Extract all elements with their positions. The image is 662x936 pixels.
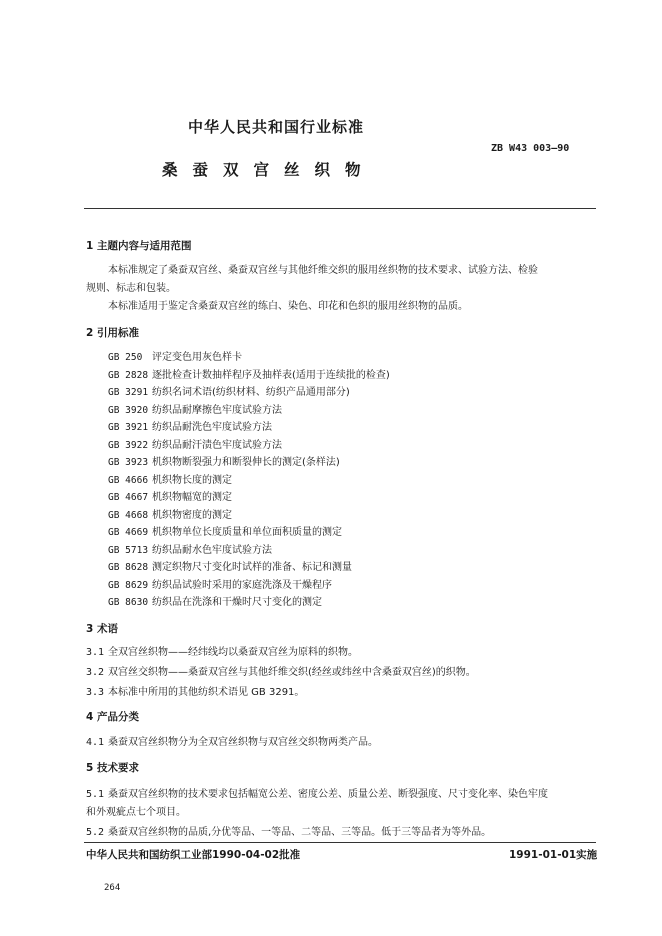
reference-code: GB 4666 <box>108 474 149 486</box>
reference-list <box>108 348 390 611</box>
reference-code: GB 8630 <box>108 597 149 608</box>
reference-title: 机织物长度的测定 <box>152 474 232 486</box>
reference-title: 机织物幅宽的测定 <box>152 492 232 503</box>
reference-title: 纺织品耐洗色牢度试验方法 <box>152 422 272 433</box>
term-number: 3.1 <box>86 647 105 658</box>
header-divider <box>84 208 596 209</box>
term-number: 3.3 <box>86 687 105 698</box>
term-number: 3.2 <box>86 667 105 678</box>
clause-number: 4.1 <box>86 737 105 748</box>
requirement-continuation: 和外观疵点七个项目。 <box>86 807 186 818</box>
reference-item <box>108 576 390 594</box>
reference-code: GB 5713 <box>108 544 149 556</box>
page-number: 264 <box>104 883 121 893</box>
term-text: 双宫丝交织物——桑蚕双宫丝与其他纤维交织(经丝或纬丝中含桑蚕双宫丝)的织物。 <box>108 667 476 678</box>
clause-number: 5.1 <box>86 789 105 800</box>
term-item <box>86 663 476 678</box>
clause-number: 5.2 <box>86 827 105 838</box>
section-1-para-1b: 规则、标志和包装。 <box>86 283 176 294</box>
section-2-heading: 2 引用标准 <box>86 327 139 339</box>
term-item <box>86 643 358 658</box>
term-item <box>86 683 304 698</box>
reference-code: GB 8628 <box>108 562 149 573</box>
reference-code: GB 3920 <box>108 404 149 416</box>
reference-code: GB 250 <box>108 352 143 363</box>
clause-text: 桑蚕双宫丝织物的品质,分优等品、一等品、二等品、三等品。低于三等品者为等外品。 <box>108 827 492 838</box>
reference-item <box>108 523 390 541</box>
reference-item <box>108 453 390 471</box>
reference-title: 机织物断裂强力和断裂伸长的测定(条样法) <box>152 457 340 468</box>
reference-title: 纺织品在洗涤和干燥时尺寸变化的测定 <box>152 597 322 608</box>
reference-code: GB 2828 <box>108 369 149 381</box>
reference-title: 机织物密度的测定 <box>152 509 232 521</box>
term-text: 本标准中所用的其他纺织术语见 GB 3291。 <box>108 687 305 698</box>
section-1-para-2: 本标准适用于鉴定含桑蚕双宫丝的练白、染色、印花和色织的服用丝织物的品质。 <box>108 301 468 312</box>
reference-title: 纺织品试验时采用的家庭洗涤及干燥程序 <box>152 579 332 591</box>
section-3-heading: 3 术语 <box>86 623 118 635</box>
reference-item <box>108 348 390 366</box>
section-1-para-1a: 本标准规定了桑蚕双宫丝、桑蚕双宫丝与其他纤维交织的服用丝织物的技术要求、试验方法、检验 <box>108 265 538 276</box>
clause-text: 桑蚕双宫丝织物分为全双宫丝织物与双宫丝交织物两类产品。 <box>108 737 378 748</box>
reference-code: GB 3921 <box>108 422 149 433</box>
clause-text: 桑蚕双宫丝织物的技术要求包括幅宽公差、密度公差、质量公差、断裂强度、尺寸变化率、染色牢度 <box>108 789 548 800</box>
reference-title: 纺织名词术语(纺织材料、纺织产品通用部分) <box>152 387 350 398</box>
reference-code: GB 4668 <box>108 509 149 521</box>
reference-item <box>108 436 390 454</box>
effective-date: 1991-01-01实施 <box>509 849 598 861</box>
reference-item <box>108 558 390 576</box>
reference-item <box>108 401 390 419</box>
reference-code: GB 3923 <box>108 457 149 468</box>
standard-code: ZB W43 003—90 <box>491 143 570 154</box>
section-4-heading: 4 产品分类 <box>86 711 139 723</box>
footer-divider <box>84 842 596 843</box>
reference-item <box>108 471 390 489</box>
reference-title: 机织物单位长度质量和单位面积质量的测定 <box>152 527 342 538</box>
reference-code: GB 8629 <box>108 579 149 591</box>
reference-title: 纺织品耐汗渍色牢度试验方法 <box>152 439 282 451</box>
reference-code: GB 3291 <box>108 387 149 398</box>
section-1-heading: 1 主题内容与适用范围 <box>86 240 192 252</box>
reference-item <box>108 541 390 559</box>
reference-code: GB 4667 <box>108 492 149 503</box>
term-text: 全双宫丝织物——经纬线均以桑蚕双宫丝为原料的织物。 <box>108 647 358 658</box>
issuing-body: 中华人民共和国行业标准 <box>188 118 365 136</box>
approval-line: 中华人民共和国纺织工业部1990-04-02批准 <box>86 849 301 861</box>
reference-title: 测定织物尺寸变化时试样的准备、标记和测量 <box>152 562 352 573</box>
section-5-heading: 5 技术要求 <box>86 762 139 774</box>
reference-item <box>108 418 390 436</box>
reference-code: GB 4669 <box>108 527 149 538</box>
document-title: 桑蚕双宫丝织物 <box>162 161 376 179</box>
classification-item <box>86 733 378 748</box>
reference-item <box>108 593 390 611</box>
reference-title: 逐批检查计数抽样程序及抽样表(适用于连续批的检查) <box>152 369 390 381</box>
reference-item <box>108 383 390 401</box>
reference-item <box>108 506 390 524</box>
requirement-item <box>86 785 548 800</box>
reference-item <box>108 366 390 384</box>
reference-title: 评定变色用灰色样卡 <box>152 352 242 363</box>
requirement-item <box>86 823 491 838</box>
reference-code: GB 3922 <box>108 439 149 451</box>
reference-item <box>108 488 390 506</box>
reference-title: 纺织品耐摩擦色牢度试验方法 <box>152 404 282 416</box>
reference-title: 纺织品耐水色牢度试验方法 <box>152 544 272 556</box>
